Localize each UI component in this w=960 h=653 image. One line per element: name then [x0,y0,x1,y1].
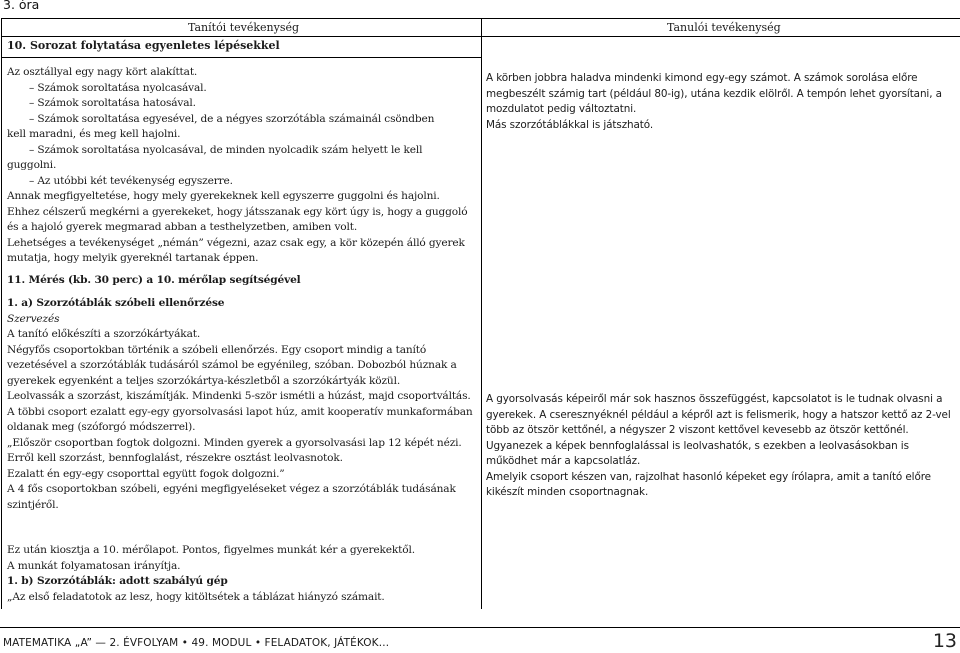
header-divider-right [482,36,960,37]
teacher-list-item-cont: kell maradni, és meg kell hajolni. [7,128,181,140]
teacher-list-item: – Számok soroltatása hatosával. [29,97,196,109]
teacher-column-bottom [7,543,475,605]
teacher-text: Lehetséges a tevékenységet „némán” végezni, azaz csak egy, a kör közepén álló gyerek mutatja, hogy melyik gyereknél tartanak éppen. [7,236,465,264]
section-divider [2,57,482,58]
teacher-text: „Az első feladatotok az lesz, hogy kitöltsétek a táblázat hiányzó számait. [7,590,385,603]
student-column-top [486,71,956,133]
student-column-middle [486,392,956,501]
student-text: Amelyik csoport készen van, rajzolhat hasonló képeket egy írólapra, amit a tanító előre kikészít minden csoportnagnak. [486,470,931,498]
teacher-list-item: – Számok soroltatása egyesével, de a négyes szorzótábla számainál csöndben [29,112,435,125]
student-column-header: Tanulói tevékenység [667,21,781,34]
student-text: A körben jobbra haladva mindenki kimond egy-egy számot. A számok sorolása előre megbeszélt számig tart (például 80-ig), utána kezdik elölről. A tempón lehet gyorsítani, a mozdulatot pedig változtatni. [486,72,942,115]
teacher-text: Ezalatt én egy-egy csoporttal együtt fogok dolgozni.” [7,467,285,480]
teacher-text: Leolvassák a szorzást, kiszámítják. Mindenki 5-ször ismétli a húzást, majd csoportváltás. [7,390,471,402]
subsection-11-title: 11. Mérés (kb. 30 perc) a 10. mérőlap segítségével [7,273,301,286]
lesson-title: 3. óra [3,0,40,12]
subsection-1b-title: 1. b) Szorzótáblák: adott szabályú gép [7,575,228,587]
teacher-text: Az osztállyal egy nagy kört alakíttat. [7,66,198,78]
teacher-list-item: – Számok soroltatása nyolcasával, de minden nyolcadik szám helyett le kell [29,143,423,156]
page-number: 13 [932,630,957,652]
teacher-list-item: – Számok soroltatása nyolcasával. [29,81,207,94]
page-footer [0,627,960,653]
teacher-text: Ez után kiosztja a 10. mérőlapot. Pontos, figyelmes munkát kér a gyerekektől. [7,544,415,556]
teacher-list-item-cont: guggolni. [7,159,57,171]
organization-label: Szervezés [7,312,60,325]
activity-table [1,18,960,609]
student-text: A gyorsolvasás képeiről már sok hasznos összefüggést, kapcsolatot is le tudnak olvasni a gyerekek. A cseresznyéknél például a képről azt is felismerik, hogy a hatszor kettő az 2-vel több az ötször kettőnél, a négyszer 2 viszont kettővel kevesebb az ötször kettőnél. [486,393,951,436]
student-text: Más szorzótáblákkal is játszható. [486,118,654,131]
teacher-text: A 4 fős csoportokban szóbeli, egyéni megfigyeléseket végez a szorzótáblák tudásának szintjéről. [7,483,456,511]
teacher-column [7,65,475,513]
teacher-column-header: Tanítói tevékenység [188,21,300,34]
footer-running-title: MATEMATIKA „A” — 2. ÉVFOLYAM • 49. MODUL • FELADATOK, JÁTÉKOK… [3,637,390,649]
subsection-1a-title: 1. a) Szorzótáblák szóbeli ellenőrzése [7,297,225,309]
teacher-text: A tanító előkészíti a szorzókártyákat. [7,328,201,340]
teacher-text: Annak megfigyeltetése, hogy mely gyerekeknek kell egyszerre guggolni és hajolni. [7,190,440,202]
student-text: Ugyanezek a képek bennfoglalással is leolvashatók, s ezekben a leolvasásokban is működhet már a kapcsolatláz. [486,439,909,467]
teacher-text: Négyfős csoportokban történik a szóbeli ellenőrzés. Egy csoport mindig a tanító vezetésével a szorzótáblák tudásáról számol be egyénileg, szóban. Dobozból húznak a gyerekek egyenként a teljes szorzókártya-készletből a szorzókártyák közül. [7,343,457,387]
teacher-list-item: – Az utóbbi két tevékenység egyszerre. [29,174,233,187]
teacher-text: A munkát folyamatosan irányítja. [7,559,181,572]
column-divider [481,19,482,609]
teacher-text: A többi csoport ezalatt egy-egy gyorsolvasási lapot húz, amit kooperatív munkaformában oldanak meg (szóforgó módszerrel). [7,405,473,433]
header-divider-left [2,36,482,37]
teacher-text: „Először csoportban fogtok dolgozni. Minden gyerek a gyorsolvasási lap 12 képét nézi. Erről kell szorzást, bennfoglalást, részekre osztást leolvasnotok. [7,436,462,464]
teacher-text: Ehhez célszerű megkérni a gyerekeket, hogy játsszanak egy kört úgy is, hogy a guggoló és a hajoló gyerek megmarad abban a testhelyzetben, amiben volt. [7,205,468,233]
section-title: 10. Sorozat folytatása egyenletes lépésekkel [7,39,280,52]
